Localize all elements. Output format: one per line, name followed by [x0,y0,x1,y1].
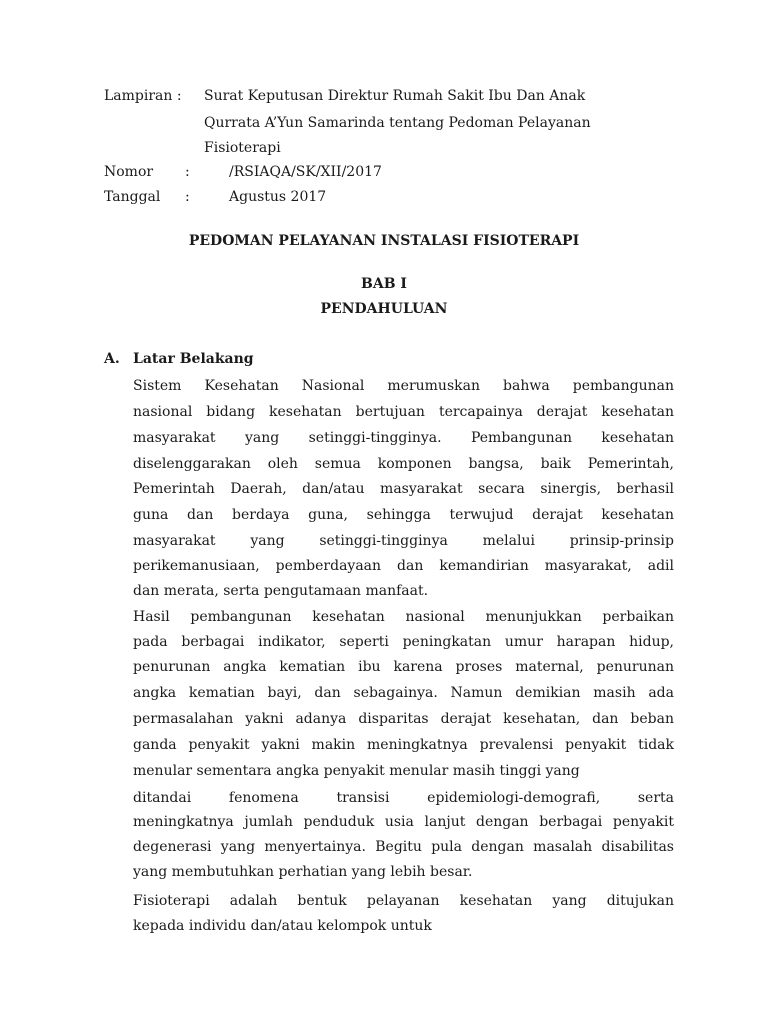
body-line: guna dan berdaya guna, sehingga terwujud derajat kesehatan [133,507,674,523]
body-line: Hasil pembangunan kesehatan nasional menunjukkan perbaikan [133,609,674,625]
document-title: PEDOMAN PELAYANAN INSTALASI FISIOTERAPI [188,233,580,249]
chapter-number: BAB I [361,276,407,292]
body-line: ganda penyakit yakni makin meningkatnya prevalensi penyakit tidak [133,737,674,753]
body-line: nasional bidang kesehatan bertujuan tercapainya derajat kesehatan [133,404,674,420]
body-line: Fisioterapi adalah bentuk pelayanan kesehatan yang ditujukan [133,893,674,909]
nomor-value: /RSIAQA/SK/XII/2017 [229,164,382,180]
lampiran-label: Lampiran : [104,88,182,104]
body-line: penurunan angka kematian ibu karena proses maternal, penurunan [133,659,674,675]
body-line: perikemanusiaan, pemberdayaan dan kemandirian masyarakat, adil [133,558,674,574]
body-line: meningkatnya jumlah penduduk usia lanjut dengan berbagai penyakit [133,814,674,830]
tanggal-label: Tanggal [104,189,161,205]
lampiran-line-3: Fisioterapi [204,140,281,156]
lampiran-line-1: Surat Keputusan Direktur Rumah Sakit Ibu Dan Anak [204,88,586,104]
body-line: angka kematian bayi, dan sebagainya. Namun demikian masih ada [133,685,674,701]
body-line: menular sementara angka penyakit menular masih tinggi yang [133,763,580,779]
body-line: kepada individu dan/atau kelompok untuk [133,918,432,934]
tanggal-separator: : [185,189,190,205]
tanggal-value: Agustus 2017 [229,189,327,205]
body-line: dan merata, serta pengutamaan manfaat. [133,583,429,599]
body-line: yang membutuhkan perhatian yang lebih besar. [133,864,473,880]
section-title: Latar Belakang [133,351,254,367]
chapter-title: PENDAHULUAN [320,301,448,317]
body-line: Sistem Kesehatan Nasional merumuskan bahwa pembangunan [133,378,674,394]
body-line: ditandai fenomena transisi epidemiologi-demografi, serta [133,790,674,806]
body-line: pada berbagai indikator, seperti peningkatan umur harapan hidup, [133,634,674,650]
body-line: Pemerintah Daerah, dan/atau masyarakat secara sinergis, berhasil [133,481,674,497]
lampiran-line-2: Qurrata A’Yun Samarinda tentang Pedoman Pelayanan [204,115,591,131]
body-line: diselenggarakan oleh semua komponen bangsa, baik Pemerintah, [133,456,674,472]
body-line: degenerasi yang menyertainya. Begitu pula dengan masalah disabilitas [133,839,674,855]
body-line: masyarakat yang setinggi-tingginya. Pembangunan kesehatan [133,430,674,446]
nomor-label: Nomor [104,164,154,180]
body-line: masyarakat yang setinggi-tingginya melalui prinsip-prinsip [133,533,674,549]
section-letter: A. [104,351,120,367]
nomor-separator: : [185,164,190,180]
body-line: permasalahan yakni adanya disparitas derajat kesehatan, dan beban [133,711,674,727]
